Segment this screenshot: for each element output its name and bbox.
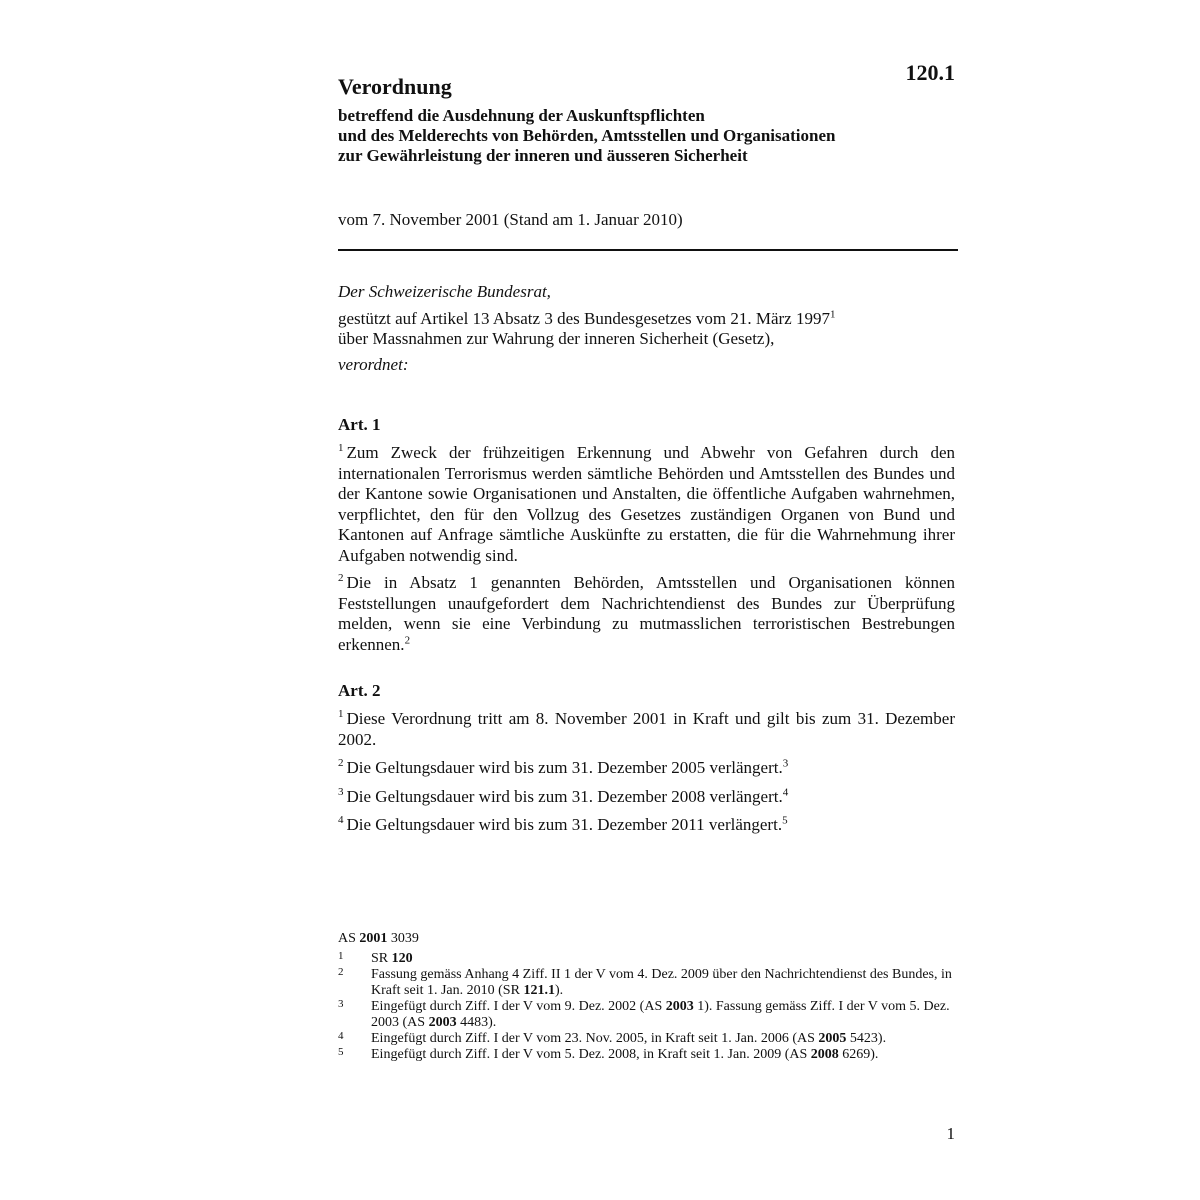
document-date: vom 7. November 2001 (Stand am 1. Januar 2010)	[338, 210, 683, 229]
footnotes	[338, 951, 958, 1063]
footnote-number: 4	[338, 1030, 344, 1042]
footnote-text: 4483).	[456, 1015, 497, 1030]
footnote-text: 5423).	[846, 1031, 887, 1046]
footnote-bold: 2003	[665, 999, 694, 1014]
as-prefix: AS	[338, 931, 360, 946]
article-1-paragraph-2	[338, 573, 955, 655]
footnote-number: 3	[338, 998, 344, 1010]
footnote-text: 6269).	[838, 1047, 879, 1062]
footnote-1	[338, 951, 958, 967]
article-2-paragraph-1	[338, 709, 955, 750]
footnote-ref[interactable]: 4	[782, 786, 789, 799]
paragraph-text: Diese Verordnung tritt am 8. November 2001 in Kraft und gilt bis zum 31. Dezember 2002.	[338, 709, 955, 749]
subtitle-line: und des Melderechts von Behörden, Amtsstellen und Organisationen	[338, 126, 836, 145]
paragraph-text: Die in Absatz 1 genannten Behörden, Amtsstellen und Organisationen können Feststellungen unaufgefordert dem Nachrichtendienst des Bundes zur Überprüfung melden, wenn sie eine Verbindung zu mutmasslichen terroristischen Bestrebungen erkennen.	[338, 573, 955, 654]
footnote-number: 5	[338, 1046, 344, 1058]
page-number: 1	[946, 1124, 955, 1143]
footnote-text: Eingefügt durch Ziff. I der V vom 23. Nov. 2005, in Kraft seit 1. Jan. 2006 (AS	[371, 1031, 819, 1046]
as-page: 3039	[387, 931, 419, 946]
footnote-text: 1). Fassung gemäss Ziff. I der V vom 5. Dez. 2003 (AS	[371, 999, 950, 1030]
preamble	[338, 282, 958, 375]
document-subtitle	[338, 106, 958, 166]
footnote-text: Eingefügt durch Ziff. I der V vom 9. Dez. 2002 (AS	[371, 999, 666, 1014]
footnote-ref[interactable]: 5	[782, 814, 788, 827]
article-2-heading: Art. 2	[338, 681, 381, 700]
footnote-text: ).	[554, 983, 564, 998]
footnote-number: 1	[338, 950, 344, 962]
footnote-bold: 120	[391, 951, 413, 966]
footnote-4	[338, 1031, 958, 1047]
subtitle-line: betreffend die Ausdehnung der Auskunftspflichten	[338, 106, 705, 125]
preamble-enacts: verordnet:	[338, 355, 409, 374]
paragraph-number: 1	[338, 708, 344, 721]
article-2-paragraph-3	[338, 787, 955, 808]
footnote-text: SR	[371, 951, 392, 966]
paragraph-number: 2	[338, 757, 344, 770]
footnote-bold: 2008	[810, 1047, 839, 1062]
subtitle-line: zur Gewährleistung der inneren und äusseren Sicherheit	[338, 146, 748, 165]
paragraph-text: Die Geltungsdauer wird bis zum 31. Dezember 2005 verlängert.	[346, 758, 783, 777]
footnote-ref[interactable]: 1	[829, 308, 836, 321]
paragraph-text: Die Geltungsdauer wird bis zum 31. Dezember 2008 verlängert.	[346, 787, 783, 806]
footnote-3	[338, 999, 958, 1031]
footnote-2	[338, 967, 958, 999]
legal-basis-line2: über Massnahmen zur Wahrung der inneren Sicherheit (Gesetz),	[338, 329, 775, 348]
footnote-text: Eingefügt durch Ziff. I der V vom 5. Dez. 2008, in Kraft seit 1. Jan. 2009 (AS	[371, 1047, 811, 1062]
footnote-ref[interactable]: 3	[782, 757, 789, 770]
footnote-bold: 2003	[428, 1015, 457, 1030]
footnote-number: 2	[338, 966, 344, 978]
sr-number: 120.1	[905, 60, 955, 85]
footnote-bold: 2005	[818, 1031, 847, 1046]
paragraph-number: 3	[338, 786, 344, 799]
preamble-legal-basis	[338, 309, 958, 349]
document-title: Verordnung	[338, 74, 452, 99]
paragraph-number: 1	[338, 442, 344, 455]
paragraph-text: Zum Zweck der frühzeitigen Erkennung und Abwehr von Gefahren durch den internationalen Terrorismus werden sämtliche Behörden und Amtsstellen des Bundes und der Kantone sowie Organisationen und Anstalten, die öffentliche Aufgaben wahrnehmen, verpflichtet, den für den Vollzug des Gesetzes zuständigen Organen von Bund und Kantonen auf Anfrage sämtliche Auskünfte zu erstatten, die für die Wahrnehmung ihrer Aufgaben notwendig sind.	[338, 443, 955, 565]
footnote-bold: 121.1	[523, 983, 555, 998]
footnote-ref[interactable]: 2	[404, 633, 411, 646]
paragraph-number: 2	[338, 572, 344, 585]
legal-basis-line1: gestützt auf Artikel 13 Absatz 3 des Bundesgesetzes vom 21. März 1997	[338, 309, 830, 328]
preamble-authority: Der Schweizerische Bundesrat,	[338, 282, 551, 301]
header-divider	[338, 249, 958, 251]
footnote-5	[338, 1047, 958, 1063]
paragraph-number: 4	[338, 814, 344, 827]
as-year: 2001	[359, 931, 388, 946]
article-2-paragraph-2	[338, 758, 955, 779]
article-1-paragraph-1	[338, 443, 955, 566]
paragraph-text: Die Geltungsdauer wird bis zum 31. Dezember 2011 verlängert.	[346, 815, 783, 834]
official-collection-reference	[338, 931, 419, 947]
article-1-heading: Art. 1	[338, 415, 381, 434]
article-2-paragraph-4	[338, 815, 955, 836]
footnote-text: Fassung gemäss Anhang 4 Ziff. II 1 der V vom 4. Dez. 2009 über den Nachrichtendienst des Bundes, in Kraft seit 1. Jan. 2010 (SR	[371, 967, 952, 998]
